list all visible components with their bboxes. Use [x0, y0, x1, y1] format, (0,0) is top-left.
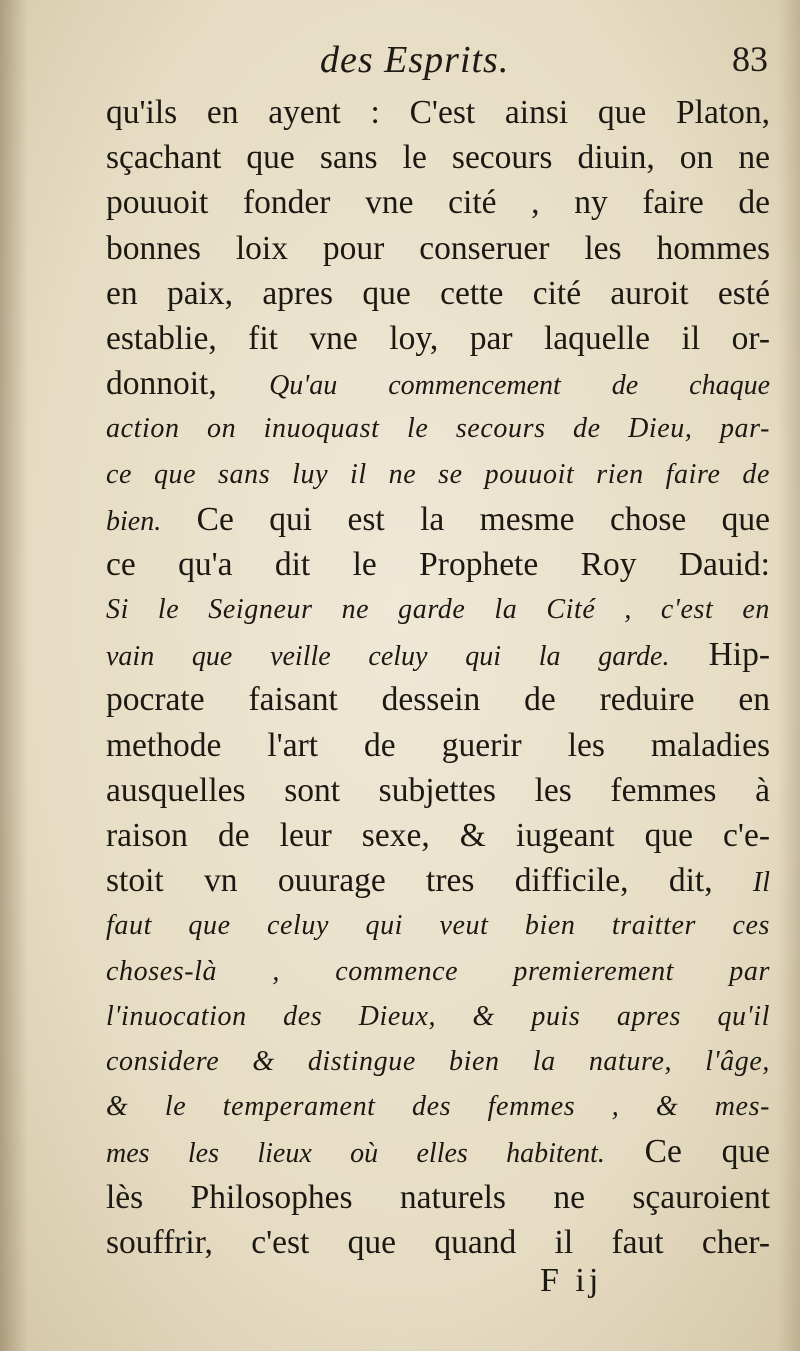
text-line: qu'ils en ayent : C'est ainsi que Platon,: [106, 94, 770, 131]
text-line: en paix, apres que cette cité auroit esté: [106, 274, 770, 312]
text-line: raison de leur sexe, & iugeant que c'e-: [106, 817, 770, 854]
text-line: establie, fit vne loy, par laquelle il or-: [106, 319, 770, 357]
text-line: choses-là , commence premierement par: [106, 955, 770, 987]
text-line: mes les lieux où elles habitent. Ce que: [106, 1133, 770, 1171]
text-line: ausquelles sont subjettes les femmes à: [106, 771, 770, 809]
text-line: pouuoit fonder vne cité , ny faire de: [106, 184, 770, 222]
running-title: des Esprits.: [320, 39, 510, 81]
text-line: sçachant que sans le secours diuin, on ne: [106, 139, 770, 177]
text-line: & le temperament des femmes , & mes-: [106, 1091, 770, 1123]
text-line: ce que sans luy il ne se pouuoit rien faire de: [106, 458, 770, 490]
text-line: stoit vn ouurage tres difficile, dit, Il: [106, 862, 770, 900]
text-line: considere & distingue bien la nature, l'âge,: [106, 1045, 770, 1077]
signature-mark: F ij: [540, 1262, 603, 1299]
text-line: lès Philosophes naturels ne sçauroient: [106, 1178, 770, 1216]
text-line: pocrate faisant dessein de reduire en: [106, 681, 770, 719]
text-line: bien. Ce qui est la mesme chose que: [106, 500, 770, 538]
text-line: methode l'art de guerir les maladies: [106, 726, 770, 764]
text-line: ce qu'a dit le Prophete Roy Dauid:: [106, 545, 770, 583]
text-line: action on inuoquast le secours de Dieu, par-: [106, 413, 770, 445]
text-line: bonnes loix pour conseruer les hommes: [106, 229, 770, 267]
page-edge-shadow: [778, 0, 800, 1351]
text-line: faut que celuy qui veut bien traitter ces: [106, 910, 770, 942]
page-number: 83: [732, 39, 768, 79]
text-line: vain que veille celuy qui la garde. Hip-: [106, 636, 771, 674]
body-text: [106, 90, 770, 1265]
gutter-shadow: [0, 0, 28, 1351]
page-header: [108, 36, 768, 88]
text-line: donnoit, Qu'au commencement de chaque: [106, 365, 770, 403]
text-line: l'inuocation des Dieux, & puis apres qu'il: [106, 1000, 770, 1032]
text-line: Si le Seigneur ne garde la Cité , c'est en: [106, 594, 770, 626]
text-line: souffrir, c'est que quand il faut cher-: [106, 1223, 770, 1261]
